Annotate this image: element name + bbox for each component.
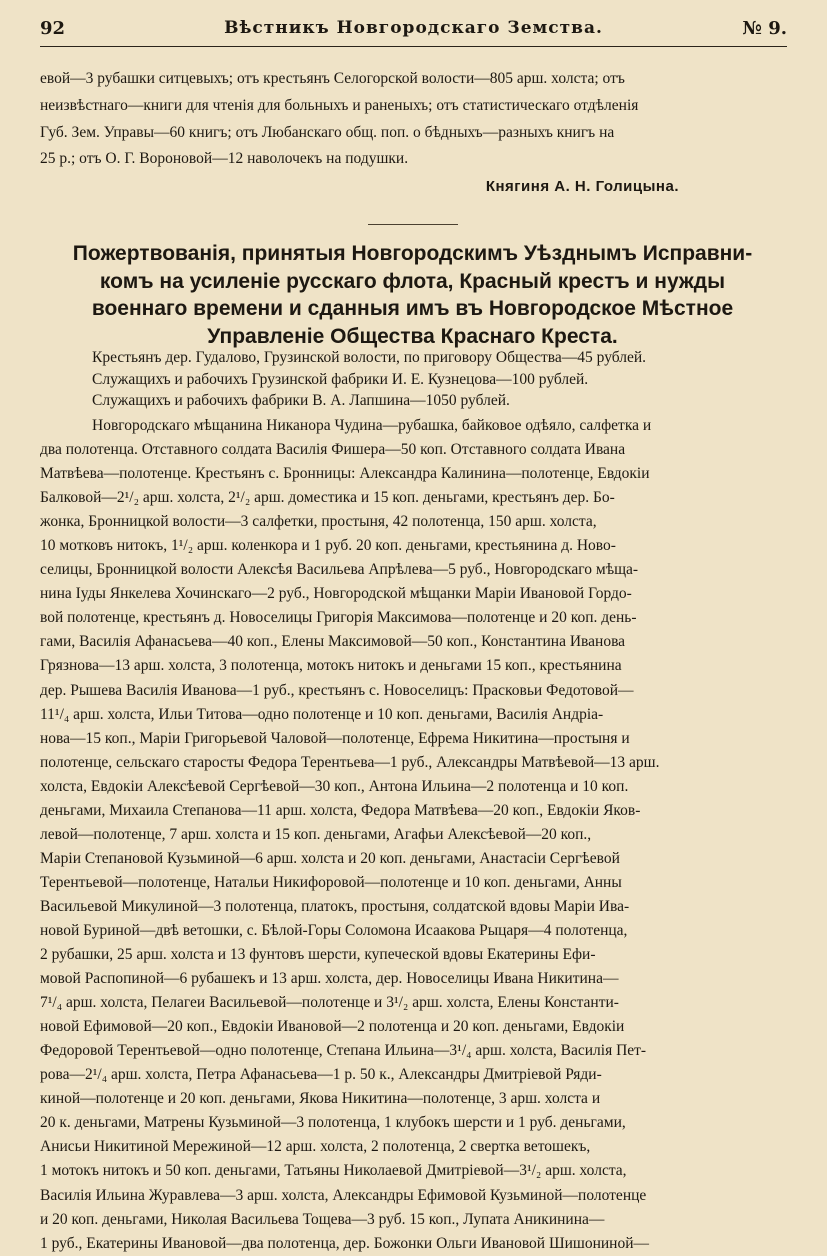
text-line: мовой Распопиной—6 рубашекъ и 13 арш. холста, дер. Новоселицы Ивана Никитина— xyxy=(40,970,619,988)
text-line: Василія Ильина Журавлева—3 арш. холста, Александры Ефимовой Кузьминой—полотенце xyxy=(40,1186,647,1204)
text-line: два полотенца. Отставного солдата Василія Фишера—50 коп. Отставного солдата Ивана xyxy=(40,441,626,459)
text-line: 1 мотокъ нитокъ и 50 коп. деньгами, Татьяны Николаевой Дмитріевой—3¹/₂ арш. холста, xyxy=(40,1162,627,1180)
text-line: Губ. Зем. Управы—60 книгъ; отъ Любанскаго общ. поп. о бѣдныхъ—разныхъ книгъ на xyxy=(40,123,615,141)
text-line: киной—полотенце и 20 коп. деньгами, Якова Никитина—полотенце, 3 арш. холста и xyxy=(40,1090,601,1108)
section-divider xyxy=(368,224,458,225)
text-line: вой полотенце, крестьянъ д. Новоселицы Григорія Максимова—полотенце и 20 коп. день- xyxy=(40,609,637,627)
text-line: дер. Рышева Василія Иванова—1 руб., крестьянъ с. Новоселицъ: Прасковьи Федотовой— xyxy=(40,681,634,699)
text-line: Анисьи Никитиной Мережиной—12 арш. холста, 2 полотенца, 2 свертка ветошекъ, xyxy=(40,1138,591,1156)
journal-title: Вѣстникъ Новгородскаго Земства. xyxy=(224,18,603,38)
lead-entries xyxy=(40,347,784,412)
continuation-paragraph xyxy=(40,66,784,173)
text-line: левой—полотенце, 7 арш. холста и 15 коп. деньгами, Агафьи Алексѣевой—20 коп., xyxy=(40,825,592,843)
text-line: полотенце, сельскаго старосты Федора Терентьева—1 руб., Александры Матвѣевой—13 арш. xyxy=(40,753,660,771)
signature: Княгиня А. Н. Голицына. xyxy=(485,178,679,195)
text-line: холста, Евдокіи Алексѣевой Сергѣевой—30 коп., Антона Ильина—2 полотенца и 10 коп. xyxy=(40,777,629,795)
text-line: 25 р.; отъ О. Г. Вороновой—12 наволочекъ на подушки. xyxy=(40,150,409,168)
text-line: селицы, Бронницкой волости Алексѣя Васильева Апрѣлева—5 руб., Новгородскаго мѣща- xyxy=(40,561,639,579)
text-line: деньгами, Михаила Степанова—11 арш. холста, Федора Матвѣева—20 коп., Евдокіи Яков- xyxy=(40,801,641,819)
heading-line: военнаго времени и сданныя имъ въ Новгородское Мѣстное xyxy=(91,297,734,320)
text-line: жонка, Бронницкой волости—3 салфетки, простыня, 42 полотенца, 150 арш. холста, xyxy=(40,513,597,531)
text-line: Новгородскаго мѣщанина Никанора Чудина—рубашка, байковое одѣяло, салфетка и xyxy=(92,417,652,434)
header-rule xyxy=(40,46,787,47)
heading-line: комъ на усиленіе русскаго флота, Красный крестъ и нужды xyxy=(99,269,726,293)
text-line: 10 мотковъ нитокъ, 1¹/₂ арш. коленкора и 1 руб. 20 коп. деньгами, крестьянина д. Ново- xyxy=(40,537,616,555)
text-line: 1 руб., Екатерины Ивановой—два полотенца, дер. Божонки Ольги Ивановой Шишониной— xyxy=(40,1234,650,1252)
lead-line: Служащихъ и рабочихъ фабрики В. А. Лапшина—1050 рублей. xyxy=(92,392,510,410)
text-line: рова—2¹/₄ арш. холста, Петра Афанасьева—1 р. 50 к., Александры Дмитріевой Ряди- xyxy=(40,1066,602,1084)
text-line: и 20 коп. деньгами, Николая Васильева Тощева—3 руб. 15 коп., Лупата Аникинина— xyxy=(40,1210,605,1228)
text-line: 7¹/₄ арш. холста, Пелагеи Васильевой—полотенце и 3¹/₂ арш. холста, Елены Константи- xyxy=(40,994,619,1012)
text-line: евой—3 рубашки ситцевыхъ; отъ крестьянъ Селогорской волости—805 арш. холста; отъ xyxy=(40,70,625,87)
heading-line: Управленіе Общества Краснаго Креста. xyxy=(207,324,618,348)
section-heading xyxy=(40,240,785,350)
text-line: 20 к. деньгами, Матрены Кузьминой—3 полотенца, 1 клубокъ шерсти и 1 руб. деньгами, xyxy=(40,1114,626,1132)
page-number: 92 xyxy=(40,18,66,39)
issue-number: № 9. xyxy=(742,18,787,39)
text-line: Грязнова—13 арш. холста, 3 полотенца, мотокъ нитокъ и деньгами 15 коп., крестьянина xyxy=(40,657,622,675)
body-paragraph xyxy=(40,414,784,1256)
heading-line: Пожертвованія, принятыя Новгородскимъ Уѣзднымъ Исправни- xyxy=(72,242,753,265)
text-line: новой Буриной—двѣ ветошки, с. Бѣлой-Горы Соломона Исаакова Рыцаря—4 полотенца, xyxy=(40,921,628,939)
text-line: Васильевой Микулиной—3 полотенца, платокъ, простыня, солдатской вдовы Маріи Ива- xyxy=(40,897,630,915)
text-line: нина Іуды Янкелева Хочинскаго—2 руб., Новгородской мѣщанки Маріи Ивановой Гордо- xyxy=(40,585,632,603)
text-line: Балковой—2¹/₂ арш. холста, 2¹/₂ арш. доместика и 15 коп. деньгами, крестьянъ дер. Бо- xyxy=(40,489,615,507)
text-line: Маріи Степановой Кузьминой—6 арш. холста и 20 коп. деньгами, Анастасіи Сергѣевой xyxy=(40,849,620,867)
text-line: Федоровой Терентьевой—одно полотенце, Степана Ильина—3¹/₄ арш. холста, Василія Пет- xyxy=(40,1042,647,1060)
text-line: нова—15 коп., Маріи Григорьевой Чаловой—полотенце, Ефрема Никитина—простыня и xyxy=(40,729,630,747)
text-line: гами, Василія Афанасьева—40 коп., Елены Максимовой—50 коп., Константина Иванова xyxy=(40,633,626,651)
text-line: 11¹/₄ арш. холста, Ильи Титова—одно полотенце и 10 коп. деньгами, Василія Андріа- xyxy=(40,705,604,723)
text-line: неизвѣстнаго—книги для чтенія для больныхъ и раненыхъ; отъ статистическаго отдѣленія xyxy=(40,96,639,114)
text-line: 2 рубашки, 25 арш. холста и 13 фунтовъ шерсти, купеческой вдовы Екатерины Ефи- xyxy=(40,946,596,964)
lead-line: Служащихъ и рабочихъ Грузинской фабрики И. Е. Кузнецова—100 рублей. xyxy=(92,370,589,388)
lead-line: Крестьянъ дер. Гудалово, Грузинской волости, по приговору Общества—45 рублей. xyxy=(92,349,647,366)
running-header xyxy=(40,18,787,48)
text-line: новой Ефимовой—20 коп., Евдокіи Ивановой—2 полотенца и 20 коп. деньгами, Евдокіи xyxy=(40,1018,625,1036)
text-line: Матвѣева—полотенце. Крестьянъ с. Бронницы: Александра Калинина—полотенце, Евдокіи xyxy=(40,465,650,483)
text-line: Терентьевой—полотенце, Натальи Никифоровой—полотенце и 10 коп. деньгами, Анны xyxy=(40,873,622,891)
